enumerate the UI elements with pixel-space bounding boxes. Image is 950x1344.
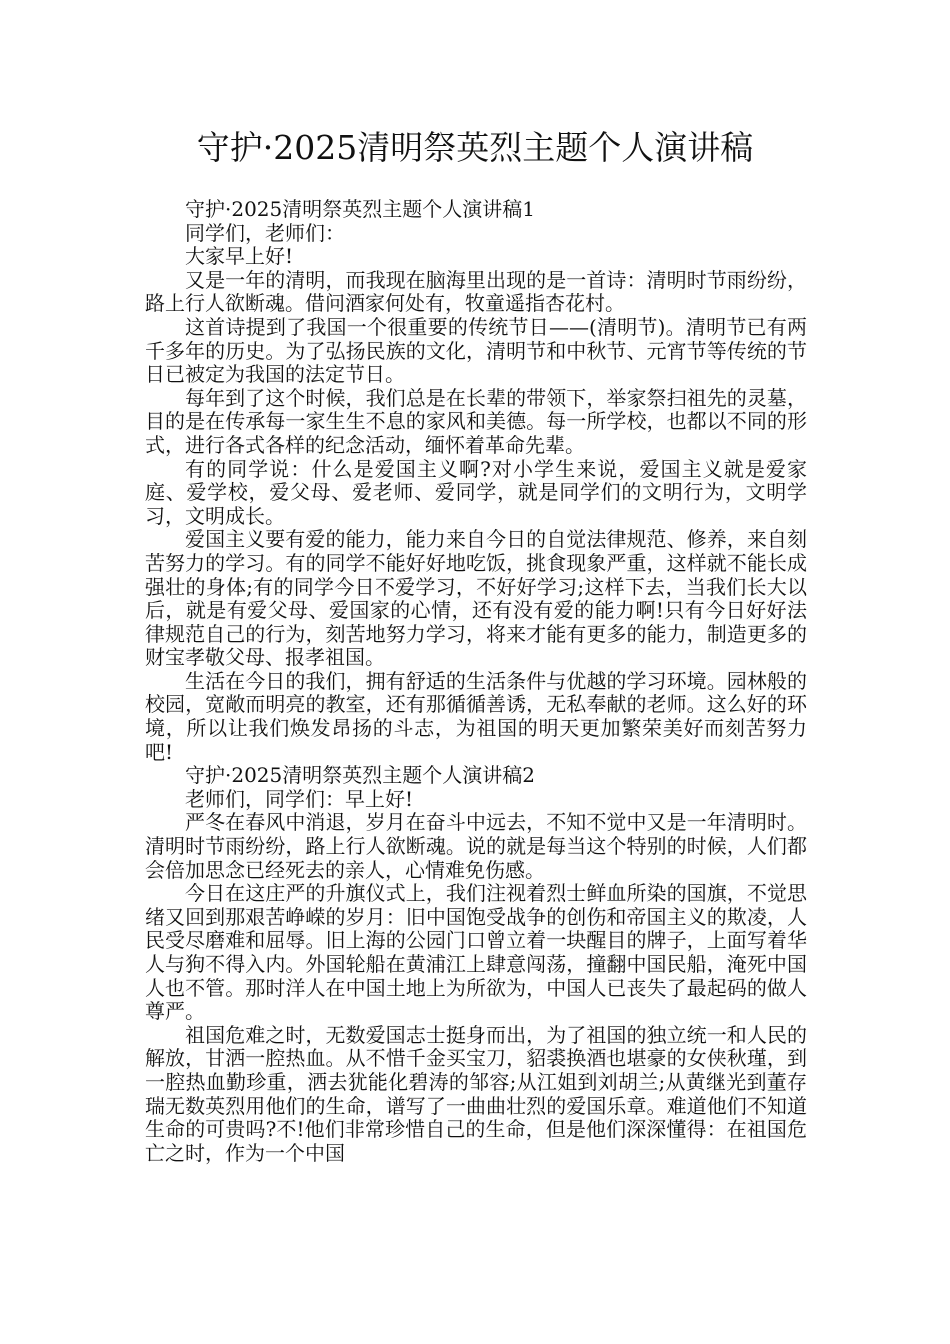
speech-2-heading: 守护·2025清明祭英烈主题个人演讲稿2 xyxy=(185,763,535,788)
paragraph: 生活在今日的我们，拥有舒适的生活条件与优越的学习环境。园林般的校园，宽敞而明亮的教室，还有那循循善诱，无私奉献的老师。这么好的环境，所以让我们焕发昂扬的斗志，为祖国的明天更加繁荣美好而刻苦努力吧! xyxy=(145,668,807,764)
document-title: 守护·2025清明祭英烈主题个人演讲稿 xyxy=(196,128,754,167)
paragraph: 又是一年的清明，而我现在脑海里出现的是一首诗：清明时节雨纷纷，路上行人欲断魂。借问酒家何处有，牧童遥指杏花村。 xyxy=(145,267,807,316)
speech-1-heading: 守护·2025清明祭英烈主题个人演讲稿1 xyxy=(185,197,535,221)
paragraph: 严冬在春风中消退，岁月在奋斗中远去，不知不觉中又是一年清明时。清明时节雨纷纷，路上行人欲断魂。说的就是每当这个特别的时候，人们都会倍加思念已经死去的亲人，心情难免伤感。 xyxy=(145,810,807,882)
paragraph: 有的同学说：什么是爱国主义啊?对小学生来说，爱国主义就是爱家庭、爱学校，爱父母、爱老师、爱同学，就是同学们的文明行为，文明学习，文明成长。 xyxy=(145,456,807,528)
salutation: 同学们，老师们： xyxy=(185,220,345,245)
greeting: 大家早上好! xyxy=(185,244,294,269)
paragraph: 今日在这庄严的升旗仪式上，我们注视着烈士鲜血所染的国旗，不觉思绪又回到那艰苦峥嵘的岁月：旧中国饱受战争的创伤和帝国主义的欺凌，人民受尽磨难和屈辱。旧上海的公园门口曾立着一块醒目的牌子，上面写着华人与狗不得入内。外国轮船在黄浦江上肆意闯荡，撞翻中国民船，淹死中国人也不管。那时洋人在中国土地上为所欲为，中国人已丧失了最起码的做人尊严。 xyxy=(145,881,807,1024)
paragraph: 祖国危难之时，无数爱国志士挺身而出，为了祖国的独立统一和人民的解放，甘洒一腔热血。从不惜千金买宝刀，貂裘换酒也堪豪的女侠秋瑾，到一腔热血勤珍重，洒去犹能化碧涛的邹容;从江姐到刘胡兰;从黄继光到董存瑞无数英烈用他们的生命，谱写了一曲曲壮烈的爱国乐章。难道他们不知道生命的可贵吗?不!他们非常珍惜自己的生命，但是他们深深懂得：在祖国危亡之时，作为一个中国 xyxy=(145,1022,807,1165)
paragraph: 爱国主义要有爱的能力，能力来自今日的自觉法律规范、修养，来自刻苦努力的学习。有的同学不能好好地吃饭，挑食现象严重，这样就不能长成强壮的身体;有的同学今日不爱学习，不好好学习;这样下去，当我们长大以后，就是有爱父母、爱国家的心情，还有没有爱的能力啊!只有今日好好法律规范自己的行为，刻苦地努力学习，将来才能有更多的能力，制造更多的财宝孝敬父母、报孝祖国。 xyxy=(145,527,807,670)
paragraph: 这首诗提到了我国一个很重要的传统节日——(清明节)。清明节已有两千多年的历史。为了弘扬民族的文化，清明节和中秋节、元宵节等传统的节日已被定为我国的法定节日。 xyxy=(145,314,807,387)
salutation: 老师们，同学们：早上好! xyxy=(185,786,414,811)
document-body xyxy=(145,198,807,1165)
paragraph: 每年到了这个时候，我们总是在长辈的带领下，举家祭扫祖先的灵墓，目的是在传承每一家生生不息的家风和美德。每一所学校，也都以不同的形式，进行各式各样的纪念活动，缅怀着革命先辈。 xyxy=(145,385,807,457)
